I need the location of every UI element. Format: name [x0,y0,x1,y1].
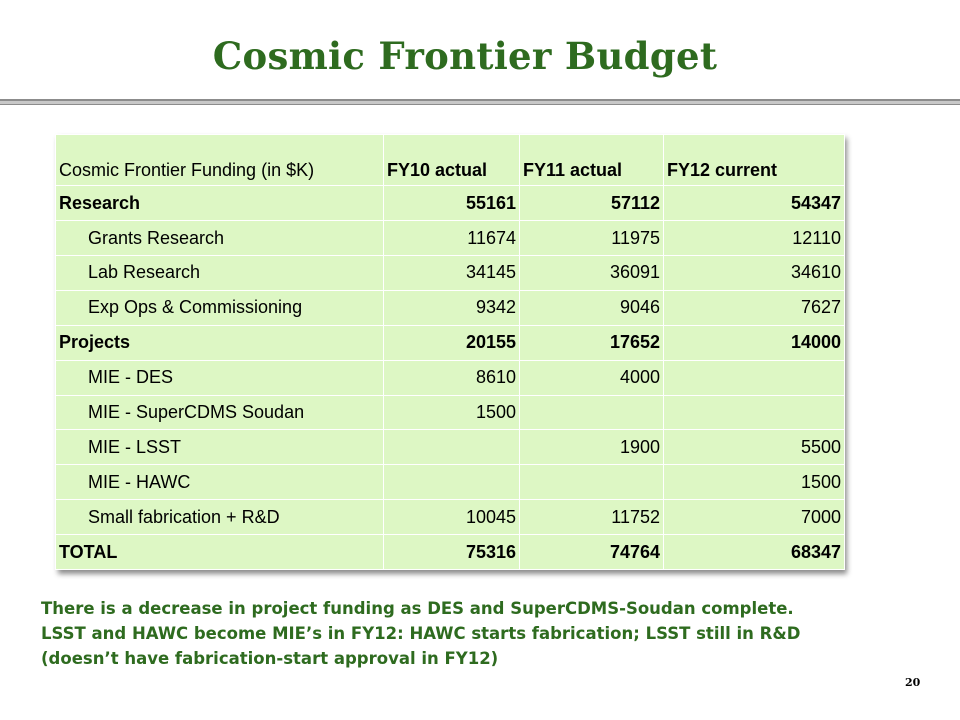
cell-fy10 [384,465,520,500]
cell-fy10: 8610 [384,360,520,395]
budget-table-container [55,134,844,570]
cell-fy12: 7000 [664,500,845,535]
table-row-total [56,535,845,570]
cell-fy12 [664,360,845,395]
page-number: 20 [905,676,921,689]
row-label: Grants Research [56,221,384,256]
cell-fy10: 20155 [384,325,520,360]
cell-fy10: 55161 [384,186,520,221]
note-line-2: LSST and HAWC become MIE’s in FY12: HAWC starts fabrication; LSST still in R&D [41,624,801,643]
cell-fy11: 11975 [520,221,664,256]
cell-fy12: 14000 [664,325,845,360]
cell-fy11: 11752 [520,500,664,535]
row-label: Research [56,186,384,221]
title-divider [0,99,960,105]
note-line-1: There is a decrease in project funding as DES and SuperCDMS-Soudan complete. [41,599,794,618]
cell-fy12: 1500 [664,465,845,500]
cell-fy10 [384,430,520,465]
note-line-3: (doesn’t have fabrication-start approval in FY12) [41,649,499,668]
table-row-mie-supercdms [56,395,845,430]
row-label: Lab Research [56,256,384,291]
row-label: Projects [56,325,384,360]
row-label: MIE - HAWC [56,465,384,500]
row-label: MIE - LSST [56,430,384,465]
cell-fy11: 1900 [520,430,664,465]
header-fy12: FY12 current [664,135,845,186]
cell-fy12 [664,395,845,430]
budget-table [55,134,845,570]
cell-fy10: 9342 [384,290,520,325]
cell-fy12: 54347 [664,186,845,221]
cell-fy10: 75316 [384,535,520,570]
header-fy10: FY10 actual [384,135,520,186]
cell-fy10: 11674 [384,221,520,256]
cell-fy11: 9046 [520,290,664,325]
cell-fy12: 34610 [664,256,845,291]
table-header-row [56,135,845,186]
row-label: Small fabrication + R&D [56,500,384,535]
slide-title: Cosmic Frontier Budget [212,34,718,78]
row-label: Exp Ops & Commissioning [56,290,384,325]
table-row-projects [56,325,845,360]
table-row-mie-lsst [56,430,845,465]
cell-fy11: 4000 [520,360,664,395]
table-row-lab-research [56,256,845,291]
cell-fy11: 74764 [520,535,664,570]
cell-fy10: 1500 [384,395,520,430]
table-row-mie-des [56,360,845,395]
table-row-mie-hawc [56,465,845,500]
cell-fy11: 36091 [520,256,664,291]
table-row-exp-ops [56,290,845,325]
row-label: MIE - SuperCDMS Soudan [56,395,384,430]
table-row-small-fabrication [56,500,845,535]
header-fy11: FY11 actual [520,135,664,186]
cell-fy11 [520,465,664,500]
cell-fy11: 57112 [520,186,664,221]
table-row-research [56,186,845,221]
header-category: Cosmic Frontier Funding (in $K) [56,135,384,186]
cell-fy12: 7627 [664,290,845,325]
summary-note [41,596,921,671]
cell-fy12: 5500 [664,430,845,465]
row-label: MIE - DES [56,360,384,395]
cell-fy10: 10045 [384,500,520,535]
row-label: TOTAL [56,535,384,570]
cell-fy12: 12110 [664,221,845,256]
table-row-grants-research [56,221,845,256]
cell-fy12: 68347 [664,535,845,570]
cell-fy11: 17652 [520,325,664,360]
cell-fy11 [520,395,664,430]
cell-fy10: 34145 [384,256,520,291]
